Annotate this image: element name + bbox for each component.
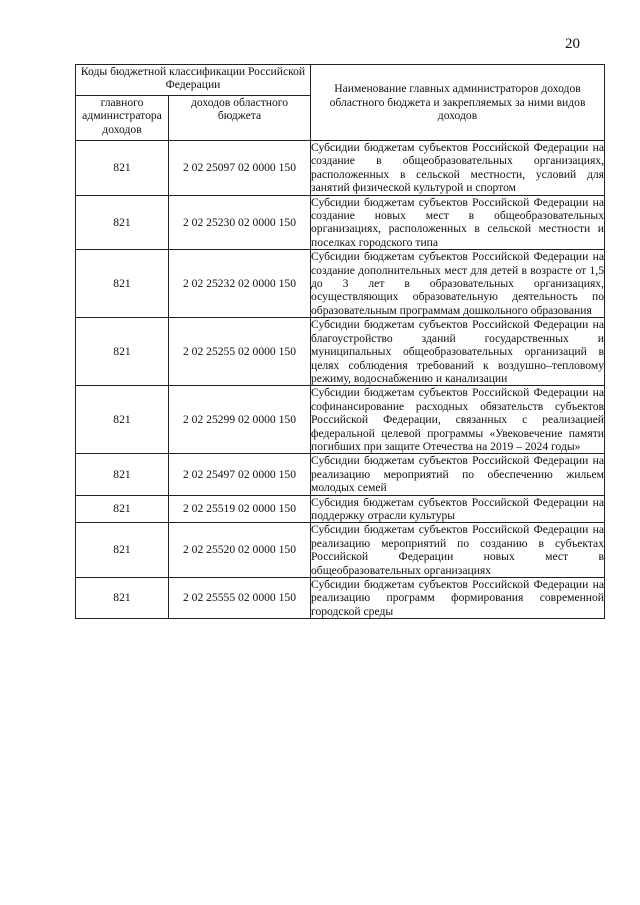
- admin-code-cell: 821: [76, 578, 169, 619]
- admin-code-cell: 821: [76, 454, 169, 495]
- admin-code-cell: 821: [76, 523, 169, 578]
- income-name-cell: Субсидии бюджетам субъектов Российской Федерации на создание новых мест в общеобразовательных организациях, расположенных в сельской местности и поселках городского типа: [311, 195, 604, 249]
- income-code-cell: 2 02 25520 02 0000 150: [169, 523, 311, 578]
- income-name-cell: Субсидии бюджетам субъектов Российской Федерации на создание в общеобразовательных организациях, расположенных в сельской местности, условий для занятий физической культурой и спортом: [311, 141, 604, 195]
- table-row: [76, 454, 605, 495]
- income-name-cell: Субсидии бюджетам субъектов Российской Федерации на реализацию мероприятий по созданию в субъектах Российской Федерации новых мест в общеобразовательных организациях: [311, 523, 604, 577]
- income-name-cell: Субсидии бюджетам субъектов Российской Федерации на создание дополнительных мест для детей в возрасте от 1,5 до 3 лет в образовательных организациях, осуществляющих образовательную деятельность по образовательным программам дошкольного образования: [311, 250, 604, 317]
- admin-code-cell: 821: [76, 495, 169, 523]
- admin-code-cell: 821: [76, 386, 169, 454]
- table-row: [76, 318, 605, 386]
- admin-code-cell: 821: [76, 195, 169, 250]
- budget-classification-table: [75, 64, 605, 619]
- admin-code-cell: 821: [76, 250, 169, 318]
- code-column-header: доходов областного бюджета: [169, 96, 311, 141]
- income-name-cell: Субсидии бюджетам субъектов Российской Федерации на реализацию программ формирования современной городской среды: [311, 578, 604, 618]
- admin-code-cell: 821: [76, 318, 169, 386]
- table-row: [76, 523, 605, 578]
- codes-group-header: Коды бюджетной классификации Российской Федерации: [76, 65, 311, 96]
- income-name-cell: Субсидии бюджетам субъектов Российской Федерации на благоустройство зданий государственных и муниципальных общеобразовательных организаций в целях соблюдения требований к воздушно–тепловому режиму, водоснабжению и канализации: [311, 318, 604, 385]
- table-body: [76, 141, 605, 619]
- table-row: [76, 250, 605, 318]
- income-code-cell: 2 02 25230 02 0000 150: [169, 195, 311, 250]
- income-code-cell: 2 02 25232 02 0000 150: [169, 250, 311, 318]
- table-row: [76, 386, 605, 454]
- income-code-cell: 2 02 25299 02 0000 150: [169, 386, 311, 454]
- names-column-header: Наименование главных администраторов доходов областного бюджета и закрепляемых за ними видов доходов: [311, 65, 605, 141]
- income-code-cell: 2 02 25497 02 0000 150: [169, 454, 311, 495]
- income-name-cell: Субсидия бюджетам субъектов Российской Федерации на поддержку отрасли культуры: [311, 495, 604, 522]
- admin-code-cell: 821: [76, 141, 169, 196]
- table-row: [76, 195, 605, 250]
- page-number: 20: [565, 36, 580, 52]
- income-code-cell: 2 02 25519 02 0000 150: [169, 495, 311, 523]
- income-code-cell: 2 02 25255 02 0000 150: [169, 318, 311, 386]
- table-header: [76, 65, 605, 141]
- table-row: [76, 578, 605, 619]
- income-name-cell: Субсидии бюджетам субъектов Российской Федерации на реализацию мероприятий по обеспечению жильем молодых семей: [311, 454, 604, 495]
- table-row: [76, 141, 605, 196]
- income-code-cell: 2 02 25097 02 0000 150: [169, 141, 311, 196]
- table-row: [76, 495, 605, 523]
- income-name-cell: Субсидии бюджетам субъектов Российской Федерации на софинансирование расходных обязательств субъектов Российской Федерации, связанных с реализацией федеральной целевой программы «Увековечение памяти погибших при защите Отечества на 2019 – 2024 годы»: [311, 386, 604, 453]
- income-code-cell: 2 02 25555 02 0000 150: [169, 578, 311, 619]
- admin-column-header: главного администратора доходов: [76, 96, 169, 141]
